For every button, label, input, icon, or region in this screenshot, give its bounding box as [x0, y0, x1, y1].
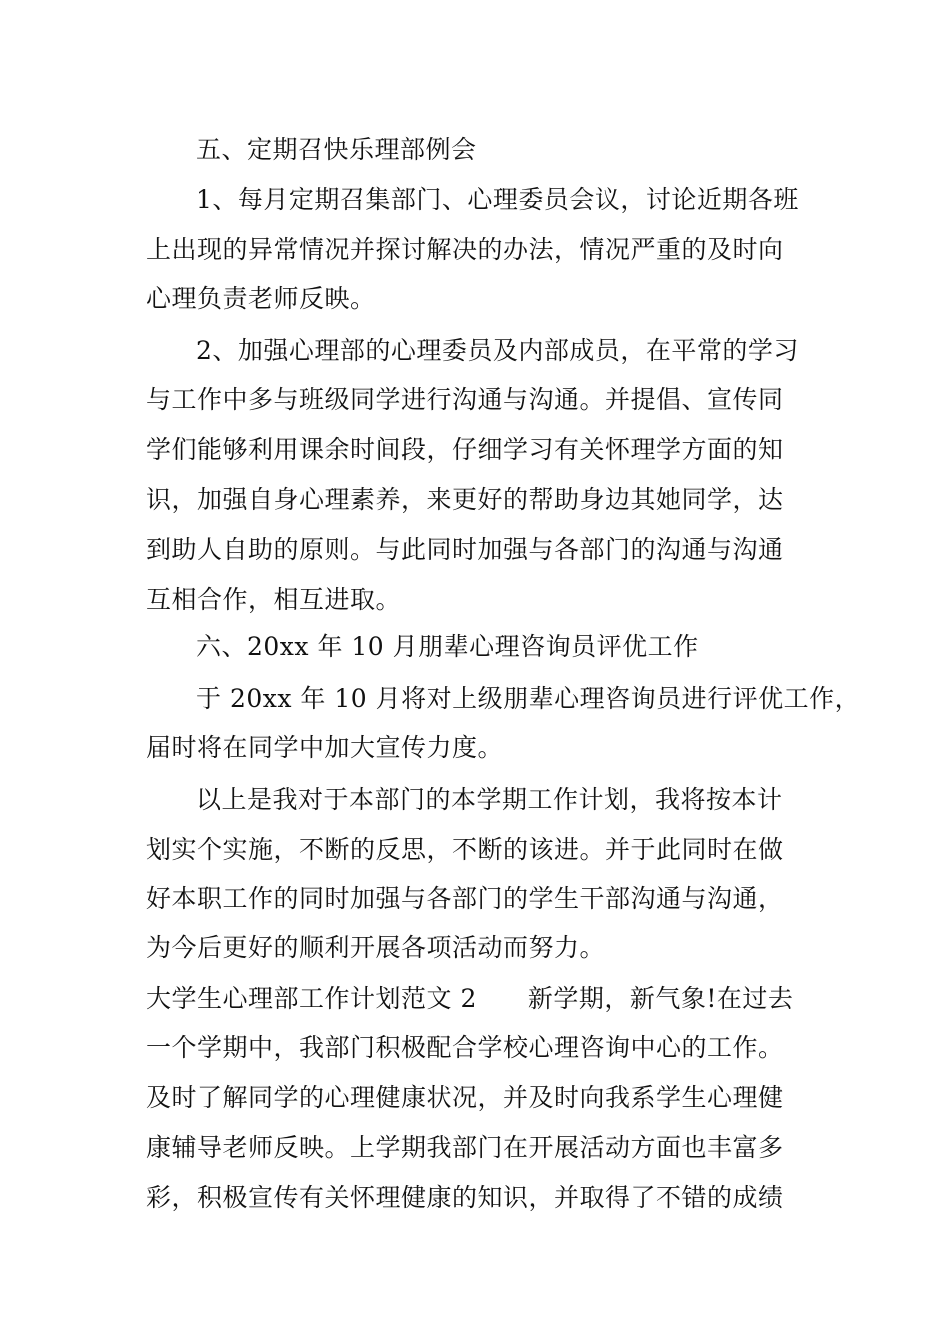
paragraph-line: 划实个实施，不断的反思，不断的该进。并于此同时在做: [146, 835, 784, 864]
paragraph-line: 与工作中多与班级同学进行沟通与沟通。并提倡、宣传同: [146, 385, 784, 414]
paragraph-line: 2、加强心理部的心理委员及内部成员，在平常的学习: [196, 336, 799, 365]
paragraph-line: 互相合作，相互进取。: [146, 585, 402, 614]
article-title-line: 大学生心理部工作计划范文 2 新学期，新气象!在过去: [146, 984, 794, 1013]
paragraph-line: 届时将在同学中加大宣传力度。: [146, 733, 504, 762]
paragraph-line: 识，加强自身心理素养，来更好的帮助身边其她同学，达: [146, 485, 784, 514]
paragraph-line: 为今后更好的顺利开展各项活动而努力。: [146, 933, 606, 962]
paragraph-line: 一个学期中，我部门积极配合学校心理咨询中心的工作。: [146, 1033, 784, 1062]
paragraph-line: 上出现的异常情况并探讨解决的办法，情况严重的及时向: [146, 235, 784, 264]
section-heading-5: 五、定期召快乐理部例会: [196, 135, 477, 164]
paragraph-line: 好本职工作的同时加强与各部门的学生干部沟通与沟通，: [146, 884, 784, 913]
section-heading-6: 六、20xx 年 10 月朋辈心理咨询员评优工作: [196, 632, 699, 661]
paragraph-line: 1、每月定期召集部门、心理委员会议，讨论近期各班: [196, 185, 799, 214]
paragraph-line: 心理负责老师反映。: [146, 284, 376, 313]
paragraph-line: 学们能够利用课余时间段，仔细学习有关怀理学方面的知: [146, 435, 784, 464]
paragraph-line: 及时了解同学的心理健康状况，并及时向我系学生心理健: [146, 1083, 784, 1112]
paragraph-line: 以上是我对于本部门的本学期工作计划，我将按本计: [196, 785, 783, 814]
paragraph-line: 到助人自助的原则。与此同时加强与各部门的沟通与沟通: [146, 535, 784, 564]
paragraph-line: 彩，积极宣传有关怀理健康的知识，并取得了不错的成绩: [146, 1183, 784, 1212]
paragraph-line: 于 20xx 年 10 月将对上级朋辈心理咨询员进行评优工作，: [196, 684, 861, 713]
paragraph-line: 康辅导老师反映。上学期我部门在开展活动方面也丰富多: [146, 1133, 784, 1162]
